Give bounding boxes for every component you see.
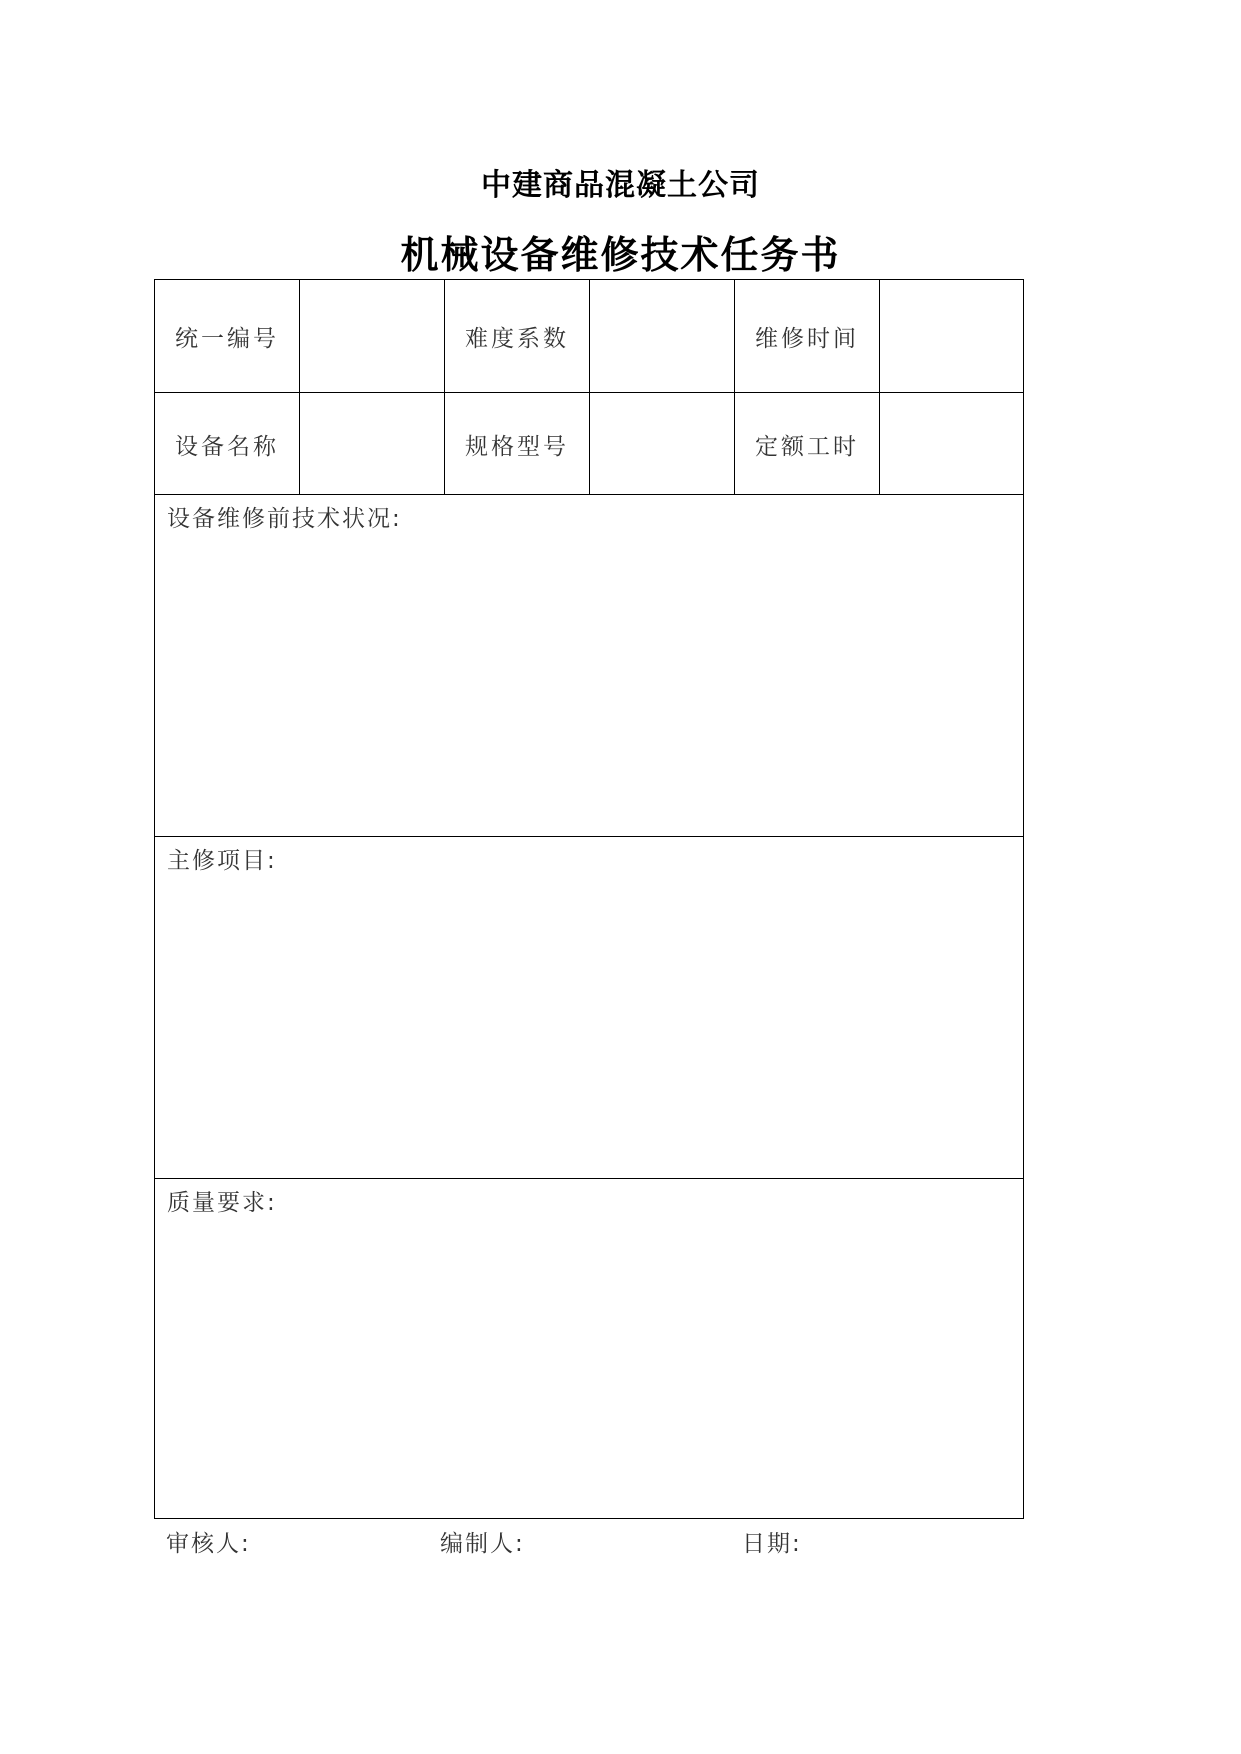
label-main-repair-items: 主修项目:	[167, 848, 277, 874]
label-specification-model: 规格型号	[465, 434, 569, 460]
section-divider	[155, 1178, 1023, 1179]
field-pre-repair-condition[interactable]	[155, 535, 1023, 833]
label-difficulty-coefficient: 难度系数	[465, 326, 569, 352]
label-repair-time: 维修时间	[755, 326, 859, 352]
task-form	[154, 279, 1024, 1519]
column-divider	[444, 280, 445, 494]
label-quota-hours: 定额工时	[755, 434, 859, 460]
label-equipment-name: 设备名称	[175, 434, 279, 460]
label-unified-number: 统一编号	[175, 326, 279, 352]
field-repair-time[interactable]	[880, 280, 1024, 392]
field-unified-number[interactable]	[300, 280, 444, 392]
field-difficulty-coefficient[interactable]	[590, 280, 734, 392]
field-quality-requirements[interactable]	[155, 1219, 1023, 1514]
document-title: 机械设备维修技术任务书	[400, 232, 841, 277]
company-name: 中建商品混凝土公司	[481, 168, 760, 203]
date-label: 日期:	[742, 1531, 802, 1557]
field-equipment-name[interactable]	[300, 393, 444, 494]
field-quota-hours[interactable]	[880, 393, 1024, 494]
label-pre-repair-condition: 设备维修前技术状况:	[167, 506, 402, 532]
field-specification-model[interactable]	[590, 393, 734, 494]
label-quality-requirements: 质量要求:	[167, 1190, 277, 1216]
reviewer-label: 审核人:	[166, 1531, 251, 1557]
field-main-repair-items[interactable]	[155, 877, 1023, 1175]
compiler-label: 编制人:	[440, 1531, 525, 1557]
column-divider	[734, 280, 735, 494]
section-divider	[155, 836, 1023, 837]
row-divider	[155, 494, 1023, 495]
